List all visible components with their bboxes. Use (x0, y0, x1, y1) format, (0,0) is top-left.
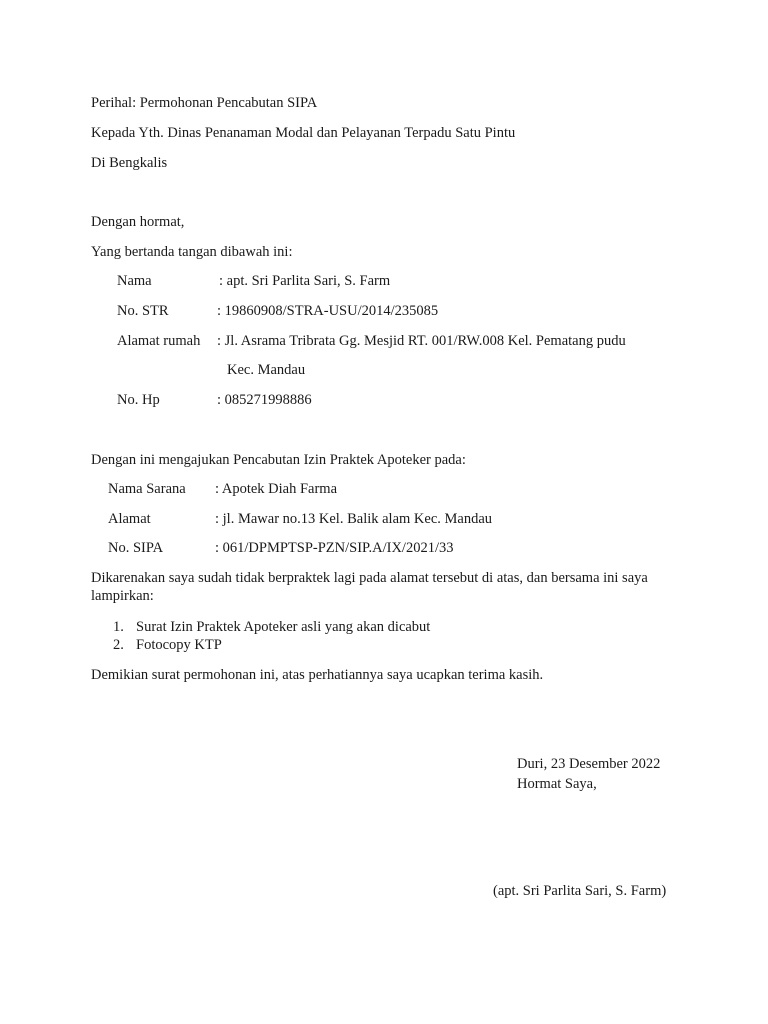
applicant-name-label: Nama (117, 273, 152, 289)
facility-name-value: : Apotek Diah Farma (215, 481, 338, 497)
attachment-item: Surat Izin Praktek Apoteker asli yang akan dicabut (136, 619, 431, 635)
recipient-location: Di Bengkalis (91, 155, 168, 171)
closing-text: Demikian surat permohonan ini, atas perhatiannya saya ucapkan terima kasih. (91, 667, 544, 683)
attachment-number: 1. (113, 619, 124, 635)
applicant-name-value: : apt. Sri Parlita Sari, S. Farm (219, 273, 391, 289)
signature-place-date: Duri, 23 Desember 2022 (517, 756, 661, 772)
applicant-address-label: Alamat rumah (117, 333, 201, 349)
facility-sipa-label: No. SIPA (108, 540, 164, 556)
applicant-str-label: No. STR (117, 303, 169, 319)
subject-line: Perihal: Permohonan Pencabutan SIPA (91, 95, 318, 111)
facility-address-label: Alamat (108, 511, 151, 527)
facility-name-label: Nama Sarana (108, 481, 186, 497)
request-intro: Dengan ini mengajukan Pencabutan Izin Praktek Apoteker pada: (91, 452, 466, 468)
signature-regards: Hormat Saya, (517, 776, 597, 792)
applicant-str-value: : 19860908/STRA-USU/2014/235085 (217, 303, 439, 319)
attachment-number: 2. (113, 637, 124, 653)
signature-name: (apt. Sri Parlita Sari, S. Farm) (493, 883, 667, 899)
applicant-phone-label: No. Hp (117, 392, 160, 408)
applicant-address-value: : Jl. Asrama Tribrata Gg. Mesjid RT. 001/RW.008 Kel. Pematang pudu (217, 333, 626, 349)
facility-address-value: : jl. Mawar no.13 Kel. Balik alam Kec. Mandau (215, 511, 493, 527)
applicant-address-value-cont: Kec. Mandau (227, 362, 306, 378)
reason-paragraph: Dikarenakan saya sudah tidak berpraktek lagi pada alamat tersebut di atas, dan bersama ini saya lampirkan: (91, 570, 648, 604)
salutation: Dengan hormat, (91, 214, 185, 230)
facility-sipa-value: : 061/DPMPTSP-PZN/SIP.A/IX/2021/33 (215, 540, 454, 556)
intro-text: Yang bertanda tangan dibawah ini: (91, 244, 293, 260)
recipient-line: Kepada Yth. Dinas Penanaman Modal dan Pelayanan Terpadu Satu Pintu (91, 125, 516, 141)
attachment-item: Fotocopy KTP (136, 637, 222, 653)
applicant-phone-value: : 085271998886 (217, 392, 312, 408)
